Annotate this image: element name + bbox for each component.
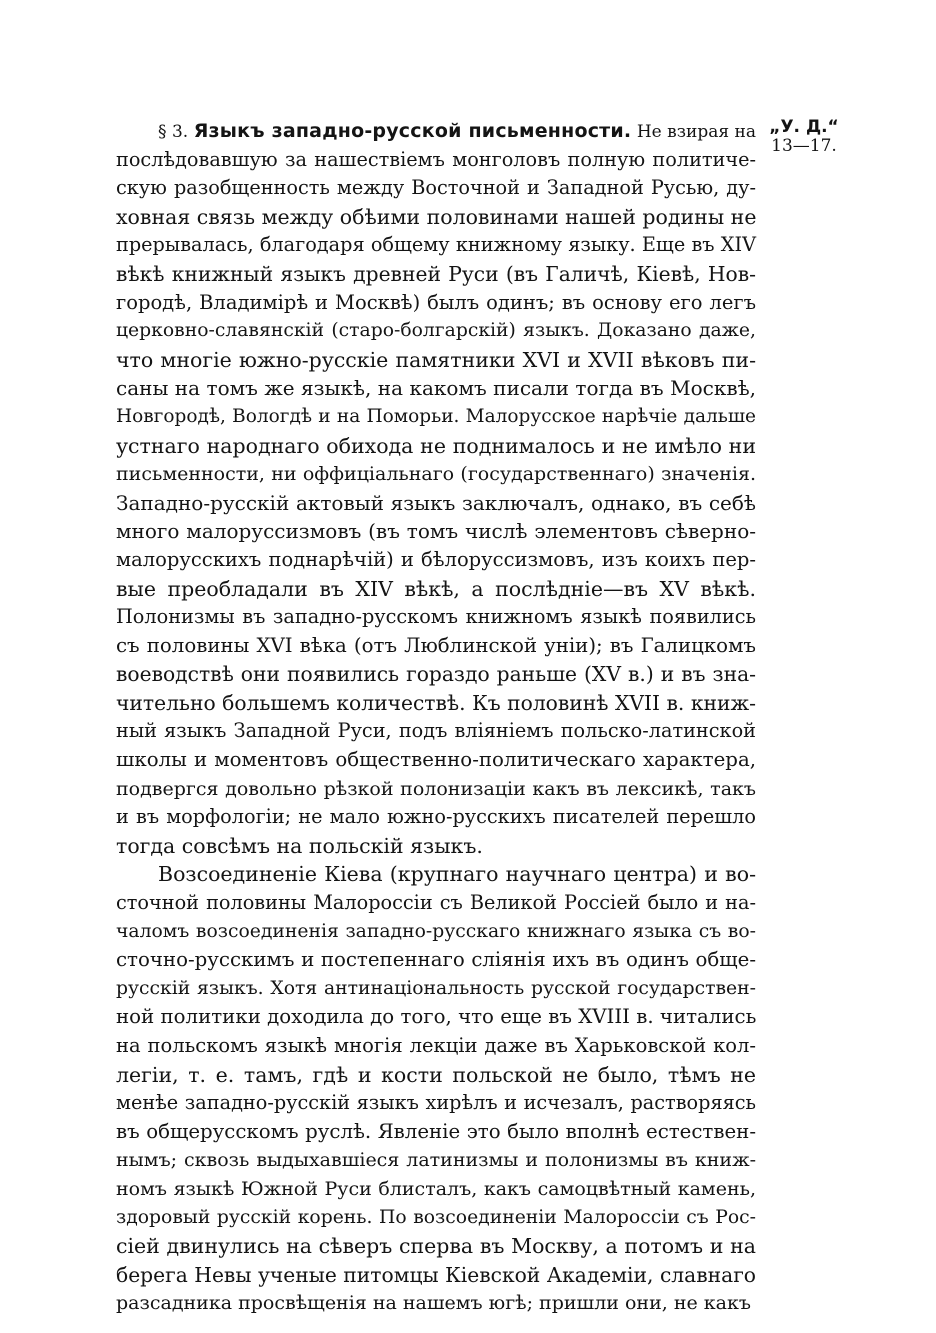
text-line: послѣдовавшую за нашествіемъ монголовъ полную политиче- (116, 147, 756, 171)
text-line: сточной половины Малороссіи съ Великой Россіей было и на- (116, 891, 756, 915)
paragraph-1 (116, 117, 756, 860)
text-line: ховная связь между обѣими половинами нашей родины не (116, 204, 757, 229)
text-line: на польскомъ языкѣ многія лекціи даже въ Харьковской кол- (116, 1034, 756, 1057)
text-line: что многіе южно-русскіе памятники XVI и XVII вѣковъ пи- (116, 347, 756, 372)
paragraph-1-lines (116, 146, 756, 861)
text-line: ной политики доходила до того, что еще въ XVIII в. читались (116, 1005, 757, 1029)
margin-reference: „У. Д.“ (769, 117, 839, 137)
text-line: берега Невы ученые питомцы Кіевской Академіи, славнаго (116, 1262, 756, 1287)
text-line: много малоруссизмовъ (въ томъ числѣ элементовъ сѣверно- (116, 519, 756, 544)
section-heading: Языкъ западно-русской письменности. (193, 120, 632, 142)
text-line: разсадника просвѣщенія на нашемъ югѣ; пришли они, не какъ (116, 1292, 751, 1315)
text-line: легіи, т. е. тамъ, гдѣ и кости польской не было, тѣмъ не (116, 1062, 756, 1087)
paragraph-2-lines (116, 860, 756, 1318)
text-line: чаломъ возсоединенія западно-русскаго книжнаго языка съ во- (116, 920, 756, 942)
text-line: Полонизмы въ западно-русскомъ книжномъ языкѣ появились (116, 605, 756, 629)
text-line: съ половины XVI вѣка (отъ Люблинской уніи); въ Галицкомъ (116, 633, 756, 657)
margin-note (764, 117, 844, 155)
section-number: § 3. (158, 122, 189, 142)
text-line: Новгородѣ, Вологдѣ и на Поморьи. Малорусское нарѣчіе дальше (116, 405, 756, 427)
text-line: и въ морфологіи; не мало южно-русскихъ писателей перешло (116, 805, 756, 829)
text-line: тогда совсѣмъ на польскій языкъ. (116, 833, 483, 858)
text-line: саны на томъ же языкѣ, на какомъ писали тогда въ Москвѣ, (116, 376, 756, 401)
first-line-text: Не взирая на (636, 122, 757, 142)
text-line: скую разобщенность между Восточной и Западной Русью, ду- (116, 176, 756, 200)
paragraph-2 (116, 860, 756, 1318)
text-line: устнаго народнаго обихода не поднималось и не имѣло ни (116, 433, 756, 458)
text-line: здоровый русскій корень. По возсоединеніи Малороссіи съ Рос- (116, 1206, 756, 1228)
text-line: нымъ; сквозь выдыхавшіеся латинизмы и полонизмы въ книж- (116, 1149, 756, 1172)
text-line: Возсоединеніе Кіева (крупнаго научнаго центра) и во- (158, 862, 756, 887)
text-line: церковно-славянскій (старо-болгарскій) языкъ. Доказано даже, (116, 320, 756, 342)
text-line: ный языкъ Западной Руси, подъ вліяніемъ польско-латинской (116, 719, 756, 743)
text-line: письменности, ни оффиціальнаго (государственнаго) значенія. (116, 463, 756, 486)
text-line: менѣе западно-русскій языкъ хирѣлъ и исчезалъ, растворяясь (116, 1091, 756, 1115)
paragraph-1-first-line (116, 117, 756, 146)
text-line: сточно-русскимъ и постепеннаго сліянія ихъ въ одинъ обще- (116, 948, 756, 972)
text-line: вые преобладали въ XIV вѣкѣ, а послѣдніе—въ XV вѣкѣ. (116, 576, 756, 601)
text-line: сіей двинулись на сѣверъ сперва въ Москву, а потомъ и на (116, 1234, 756, 1259)
text-line: вѣкѣ книжный языкъ древней Руси (въ Галичѣ, Кіевѣ, Нов- (116, 261, 756, 286)
text-line: чительно большемъ количествѣ. Къ половинѣ XVII в. книж- (116, 690, 756, 715)
text-line: Западно-русскій актовый языкъ заключалъ, однако, въ себѣ (116, 490, 756, 515)
body-text (116, 117, 756, 1318)
text-line: малорусскихъ поднарѣчій) и бѣлоруссизмовъ, изъ коихъ пер- (116, 547, 756, 571)
text-line: въ общерусскомъ руслѣ. Явленіе это было вполнѣ естествен- (116, 1119, 756, 1143)
text-line: прерывалась, благодаря общему книжному языку. Еще въ XIV (116, 233, 756, 257)
text-line: номъ языкѣ Южной Руси блисталъ, какъ самоцвѣтный камень, (116, 1177, 756, 1200)
text-line: городѣ, Владимірѣ и Москвѣ) былъ одинъ; въ основу его легъ (116, 290, 756, 314)
margin-page-range: 13—17. (771, 136, 837, 156)
text-line: подвергся довольно рѣзкой полонизаціи какъ въ лексикѣ, такъ (116, 777, 756, 800)
text-line: русскій языкъ. Хотя антинаціональность русской государствен- (116, 977, 756, 999)
text-line: школы и моментовъ общественно-политическаго характера, (116, 748, 756, 772)
text-line: воеводствѣ они появились гораздо раньше (XV в.) и въ зна- (116, 662, 756, 687)
